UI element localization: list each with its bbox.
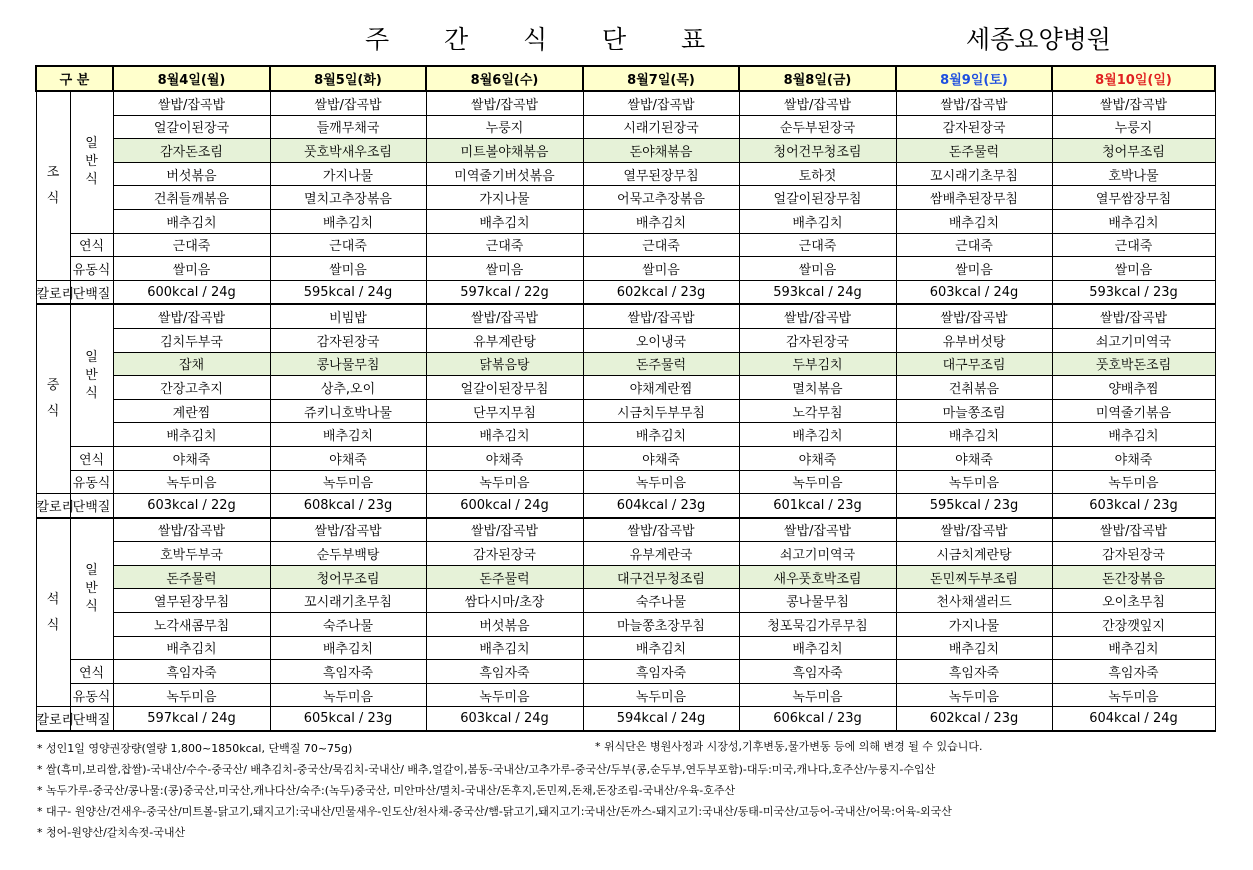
menu-item: 쌀미음 [1052,257,1215,281]
menu-item: 버섯볶음 [426,613,583,637]
menu-item: 유부버섯탕 [896,328,1052,352]
menu-item: 비빔밥 [270,304,426,328]
menu-item: 청어건무청조림 [739,139,896,163]
menu-item: 배추김치 [739,636,896,660]
menu-item: 배추김치 [739,423,896,447]
menu-item: 녹두미음 [1052,470,1215,494]
notice-change: * 위식단은 병원사정과 시장성,기후변동,물가변동 등에 의해 변경 될 수 있습니다. [595,740,983,753]
menu-item: 유부계란국 [583,542,739,566]
menu-item: 순두부된장국 [739,115,896,139]
menu-item: 쌀밥/잡곡밥 [739,518,896,542]
menu-item: 가지나물 [896,613,1052,637]
notes-section [37,738,952,843]
title-char: 식 [523,25,548,54]
menu-item: 청포묵김가루무침 [739,613,896,637]
menu-item: 쌀밥/잡곡밥 [270,518,426,542]
menu-item: 미역줄기버섯볶음 [426,162,583,186]
day-header: 8월5일(화) [270,66,426,91]
liquid-diet-label: 유동식 [70,257,113,281]
day-header: 8월7일(목) [583,66,739,91]
menu-item: 오이초무침 [1052,589,1215,613]
menu-item: 근대죽 [426,233,583,257]
menu-item: 배추김치 [113,636,270,660]
menu-item: 쌀밥/잡곡밥 [1052,518,1215,542]
menu-item: 쌀미음 [739,257,896,281]
menu-item: 돈야채볶음 [583,139,739,163]
menu-item: 녹두미음 [113,683,270,707]
menu-item: 숙주나물 [583,589,739,613]
calorie-value: 602kcal / 23g [896,707,1052,731]
menu-item: 녹두미음 [1052,683,1215,707]
calorie-value: 595kcal / 24g [270,280,426,304]
menu-item: 잡채 [113,352,270,376]
menu-item: 배추김치 [583,636,739,660]
menu-item: 야채죽 [113,446,270,470]
menu-item: 쌀미음 [426,257,583,281]
table-row [36,707,1215,731]
table-row [36,376,1215,400]
menu-item: 근대죽 [270,233,426,257]
menu-item: 쌀밥/잡곡밥 [583,518,739,542]
menu-item: 건취볶음 [896,376,1052,400]
calorie-value: 597kcal / 22g [426,280,583,304]
note-line: * 대구- 원양산/건새우-중국산/미트볼-닭고기,돼지고기:국내산/민물새우-인도산/천사채-중국산/햄-닭고기,돼지고기:국내산/돈까스-돼지고기:국내산/동태-미국산/고등어-국내산/어묵:어육-외국산 [37,805,952,818]
menu-item: 야채계란찜 [583,376,739,400]
menu-item: 유부계란탕 [426,328,583,352]
menu-item: 배추김치 [426,209,583,233]
table-row [36,565,1215,589]
menu-item: 쌀밥/잡곡밥 [583,91,739,115]
menu-item: 녹두미음 [583,470,739,494]
menu-item: 쌀밥/잡곡밥 [739,91,896,115]
menu-item: 새우풋호박조림 [739,565,896,589]
menu-item: 흑임자죽 [113,660,270,684]
day-header: 8월6일(수) [426,66,583,91]
menu-item: 야채죽 [739,446,896,470]
menu-item: 콩나물무침 [739,589,896,613]
table-row [36,257,1215,281]
menu-item: 누룽지 [1052,115,1215,139]
weekly-menu-table [35,65,1216,732]
menu-item: 돈주물럭 [583,352,739,376]
calorie-value: 594kcal / 24g [583,707,739,731]
table-row [36,139,1215,163]
note-line: * 녹두가루-중국산/콩나물:(콩)중국산,미국산,캐나다산/숙주:(녹두)중국산, 미안마산/멸치-국내산/돈후지,돈민찌,돈채,돈장조림-국내산/우육-호주산 [37,784,736,797]
menu-item: 녹두미음 [270,470,426,494]
menu-item: 누룽지 [426,115,583,139]
menu-item: 근대죽 [1052,233,1215,257]
menu-item: 쌀미음 [113,257,270,281]
menu-item: 감자된장국 [426,542,583,566]
table-row [36,233,1215,257]
menu-item: 배추김치 [270,209,426,233]
menu-item: 가지나물 [426,186,583,210]
table-row [36,399,1215,423]
menu-item: 시금치계란탕 [896,542,1052,566]
menu-item: 돈주물럭 [426,565,583,589]
menu-item: 배추김치 [1052,423,1215,447]
menu-item: 녹두미음 [739,683,896,707]
menu-item: 얼갈이된장국 [113,115,270,139]
menu-item: 배추김치 [426,423,583,447]
calorie-value: 604kcal / 24g [1052,707,1215,731]
day-header: 8월9일(토) [896,66,1052,91]
meal-label: 조 식 [36,91,70,280]
table-row [36,542,1215,566]
menu-item: 쌀미음 [270,257,426,281]
table-row [36,352,1215,376]
calorie-label: 칼로리 [36,280,70,304]
menu-item: 들깨무채국 [270,115,426,139]
soft-diet-label: 연식 [70,660,113,684]
calorie-value: 603kcal / 22g [113,494,270,518]
menu-item: 호박두부국 [113,542,270,566]
menu-item: 버섯볶음 [113,162,270,186]
menu-item: 닭볶음탕 [426,352,583,376]
menu-item: 계란찜 [113,399,270,423]
calorie-label: 칼로리 [36,494,70,518]
menu-item: 쌀미음 [583,257,739,281]
menu-item: 야채죽 [270,446,426,470]
calorie-value: 603kcal / 23g [1052,494,1215,518]
table-row [36,280,1215,304]
menu-item: 건취들깨볶음 [113,186,270,210]
menu-item: 얼갈이된장무침 [426,376,583,400]
table-row [36,589,1215,613]
table-row [36,115,1215,139]
calorie-label: 칼로리 [36,707,70,731]
menu-item: 열무된장무침 [113,589,270,613]
menu-item: 배추김치 [896,209,1052,233]
menu-item: 감자된장국 [1052,542,1215,566]
menu-item: 양배추찜 [1052,376,1215,400]
menu-item: 간장깻잎지 [1052,613,1215,637]
menu-item: 미역줄기볶음 [1052,399,1215,423]
menu-item: 배추김치 [426,636,583,660]
table-row [36,209,1215,233]
calorie-value: 593kcal / 24g [739,280,896,304]
menu-item: 야채죽 [426,446,583,470]
menu-item: 청어무조림 [270,565,426,589]
calorie-value: 593kcal / 23g [1052,280,1215,304]
menu-item: 꼬시래기초무침 [270,589,426,613]
menu-item: 녹두미음 [896,470,1052,494]
menu-item: 숙주나물 [270,613,426,637]
general-diet-label: 일 반 식 [70,304,113,446]
menu-item: 쌀밥/잡곡밥 [1052,91,1215,115]
menu-item: 시래기된장국 [583,115,739,139]
menu-item: 열무쌈장무침 [1052,186,1215,210]
calorie-value: 601kcal / 23g [739,494,896,518]
menu-item: 흑임자죽 [739,660,896,684]
menu-item: 돈민찌두부조림 [896,565,1052,589]
menu-item: 야채죽 [583,446,739,470]
menu-item: 배추김치 [896,636,1052,660]
menu-item: 녹두미음 [583,683,739,707]
menu-item: 흑임자죽 [1052,660,1215,684]
menu-item: 풋호박돈조림 [1052,352,1215,376]
general-diet-label: 일 반 식 [70,518,113,660]
menu-item: 미트볼야채볶음 [426,139,583,163]
menu-item: 배추김치 [896,423,1052,447]
day-header: 8월10일(일) [1052,66,1215,91]
menu-item: 쌀밥/잡곡밥 [113,304,270,328]
calorie-value: 597kcal / 24g [113,707,270,731]
title-char: 표 [681,25,706,54]
soft-diet-label: 연식 [70,233,113,257]
menu-item: 흑임자죽 [583,660,739,684]
liquid-diet-label: 유동식 [70,683,113,707]
menu-item: 두부김치 [739,352,896,376]
table-row [36,162,1215,186]
menu-item: 쌀밥/잡곡밥 [426,304,583,328]
menu-item: 단무지무침 [426,399,583,423]
menu-item: 쌀미음 [896,257,1052,281]
menu-item: 쌀밥/잡곡밥 [1052,304,1215,328]
menu-item: 흑임자죽 [270,660,426,684]
menu-item: 배추김치 [113,423,270,447]
menu-item: 쌀밥/잡곡밥 [270,91,426,115]
menu-item: 근대죽 [113,233,270,257]
menu-item: 녹두미음 [426,470,583,494]
page-title [365,20,760,56]
table-row [36,91,1215,115]
menu-item: 근대죽 [896,233,1052,257]
liquid-diet-label: 유동식 [70,470,113,494]
menu-item: 마늘쫑조림 [896,399,1052,423]
menu-item: 쌀밥/잡곡밥 [426,518,583,542]
menu-item: 상추,오이 [270,376,426,400]
menu-item: 쥬키니호박나물 [270,399,426,423]
menu-item: 쌀밥/잡곡밥 [113,518,270,542]
table-row [36,186,1215,210]
calorie-value: 608kcal / 23g [270,494,426,518]
menu-item: 시금치두부무침 [583,399,739,423]
protein-label: 단백질 [70,707,113,731]
menu-item: 배추김치 [113,209,270,233]
menu-item: 배추김치 [270,423,426,447]
title-char: 단 [602,25,627,54]
menu-item: 쌀밥/잡곡밥 [896,304,1052,328]
meal-label: 중 식 [36,304,70,493]
menu-item: 배추김치 [270,636,426,660]
soft-diet-label: 연식 [70,446,113,470]
table-row [36,423,1215,447]
menu-item: 대구무조림 [896,352,1052,376]
day-header: 8월8일(금) [739,66,896,91]
menu-item: 근대죽 [583,233,739,257]
table-row [36,470,1215,494]
menu-item: 청어무조림 [1052,139,1215,163]
corner-header: 구 분 [36,66,113,91]
menu-item: 쌀밥/잡곡밥 [426,91,583,115]
menu-item: 녹두미음 [270,683,426,707]
menu-item: 배추김치 [583,209,739,233]
table-row [36,636,1215,660]
menu-item: 천사채샐러드 [896,589,1052,613]
menu-item: 배추김치 [739,209,896,233]
calorie-value: 603kcal / 24g [896,280,1052,304]
menu-item: 토하젓 [739,162,896,186]
menu-item: 김치두부국 [113,328,270,352]
menu-item: 멸치볶음 [739,376,896,400]
day-header: 8월4일(월) [113,66,270,91]
table-row [36,660,1215,684]
menu-item: 가지나물 [270,162,426,186]
hospital-name: 세종요양병원 [966,25,1111,54]
table-row [36,446,1215,470]
menu-item: 쌀밥/잡곡밥 [896,91,1052,115]
calorie-value: 600kcal / 24g [113,280,270,304]
menu-item: 쌀밥/잡곡밥 [583,304,739,328]
protein-label: 단백질 [70,494,113,518]
menu-item: 흑임자죽 [896,660,1052,684]
menu-item: 어묵고추장볶음 [583,186,739,210]
title-char: 간 [444,25,469,54]
menu-item: 돈주물럭 [113,565,270,589]
menu-item: 오이냉국 [583,328,739,352]
menu-item: 배추김치 [583,423,739,447]
protein-label: 단백질 [70,280,113,304]
menu-item: 감자된장국 [270,328,426,352]
menu-item: 녹두미음 [739,470,896,494]
menu-item: 쇠고기미역국 [1052,328,1215,352]
menu-item: 대구건무청조림 [583,565,739,589]
menu-item: 쌀밥/잡곡밥 [113,91,270,115]
menu-item: 노각무침 [739,399,896,423]
menu-item: 야채죽 [896,446,1052,470]
calorie-value: 604kcal / 23g [583,494,739,518]
menu-item: 쌈다시마/초장 [426,589,583,613]
calorie-value: 605kcal / 23g [270,707,426,731]
menu-item: 근대죽 [739,233,896,257]
calorie-value: 600kcal / 24g [426,494,583,518]
menu-item: 감자된장국 [739,328,896,352]
menu-item: 쌀밥/잡곡밥 [896,518,1052,542]
menu-item: 감자된장국 [896,115,1052,139]
menu-item: 꼬시래기초무침 [896,162,1052,186]
menu-item: 돈주물럭 [896,139,1052,163]
menu-item: 돈간장볶음 [1052,565,1215,589]
table-row [36,328,1215,352]
menu-item: 순두부백탕 [270,542,426,566]
table-row [36,683,1215,707]
menu-item: 녹두미음 [896,683,1052,707]
note-line: * 청어-원양산/갈치속젓-국내산 [37,826,186,839]
title-char: 주 [365,25,390,54]
menu-item: 쇠고기미역국 [739,542,896,566]
menu-item: 녹두미음 [426,683,583,707]
note-line: * 쌀(흑미,보리쌀,찹쌀)-국내산/수수-중국산/ 배추김치-중국산/묵김치-국내산/ 배추,얼갈이,봄동-국내산/고추가루-중국산/두부(콩,순두부,연두부포함)-대두:미국,캐나다,호주산/누룽지-수입산 [37,763,936,776]
menu-item: 감자돈조림 [113,139,270,163]
menu-item: 녹두미음 [113,470,270,494]
menu-item: 노각새콤무침 [113,613,270,637]
menu-item: 멸치고추장볶음 [270,186,426,210]
menu-item: 배추김치 [1052,636,1215,660]
menu-item: 쌈배추된장무침 [896,186,1052,210]
calorie-value: 606kcal / 23g [739,707,896,731]
menu-item: 호박나물 [1052,162,1215,186]
table-row [36,304,1215,328]
menu-item: 얼갈이된장무침 [739,186,896,210]
calorie-value: 602kcal / 23g [583,280,739,304]
menu-item: 콩나물무침 [270,352,426,376]
menu-item: 간장고추지 [113,376,270,400]
menu-item: 배추김치 [1052,209,1215,233]
table-row [36,494,1215,518]
table-row [36,518,1215,542]
menu-item: 풋호박새우조림 [270,139,426,163]
menu-item: 흑임자죽 [426,660,583,684]
general-diet-label: 일 반 식 [70,91,113,233]
calorie-value: 603kcal / 24g [426,707,583,731]
calorie-value: 595kcal / 23g [896,494,1052,518]
menu-item: 쌀밥/잡곡밥 [739,304,896,328]
note-line: * 성인1일 영양권장량(열량 1,800~1850kcal, 단백질 70~75g) [37,742,353,755]
menu-item: 마늘쫑초장무침 [583,613,739,637]
menu-item: 열무된장무침 [583,162,739,186]
meal-label: 석 식 [36,518,70,707]
menu-item: 야채죽 [1052,446,1215,470]
table-row [36,613,1215,637]
